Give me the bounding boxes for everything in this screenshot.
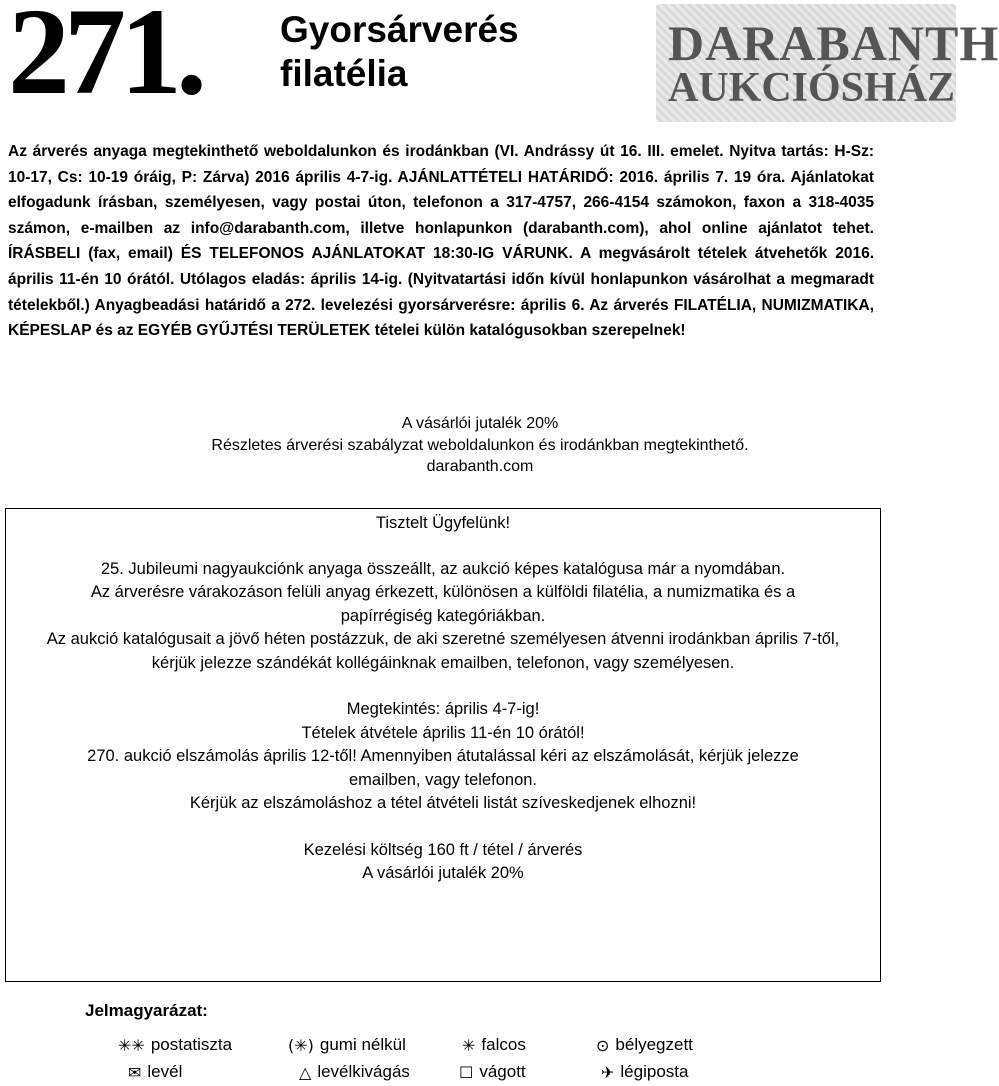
legend-label: levélkivágás xyxy=(317,1062,410,1081)
envelope-icon: ✉ xyxy=(128,1062,142,1082)
notice-fee: Kezelési költség 160 ft / tétel / árverés xyxy=(303,840,583,859)
logo-text-1: DARABANTH xyxy=(668,15,999,71)
notice-request: Kérjük az elszámoláshoz a tétel átvételi listát szíveskedjenek elhozni! xyxy=(189,794,697,812)
notice-viewing: Megtekintés: április 4-7-ig! xyxy=(346,700,540,718)
notice-material: Az árverésre várakozáson felüli anyag érkezett, különösen a külföldi filatélia, a numizmatika és a papírrégiség kategóriákban. xyxy=(90,583,796,625)
auction-number: 271. xyxy=(8,0,201,120)
triangle-icon: △ xyxy=(299,1062,312,1082)
asterisk-icon: ✳ xyxy=(462,1035,476,1055)
legend-item-level xyxy=(128,1062,182,1082)
legend-label: falcos xyxy=(481,1035,526,1054)
commission-info xyxy=(0,413,960,478)
legend-label: légiposta xyxy=(620,1062,689,1081)
legend-label: vágott xyxy=(479,1062,526,1081)
notice-settlement: 270. aukció elszámolás április 12-től! Amennyiben átutalással kéri az elszámolását, kérjük jelezze emailben, vagy telefonon. xyxy=(87,747,799,789)
website-link[interactable]: darabanth.com xyxy=(426,458,534,475)
legend-item-falcos xyxy=(462,1035,526,1055)
airplane-icon: ✈ xyxy=(601,1062,615,1082)
legend-label: levél xyxy=(147,1062,183,1081)
legend-item-legiposta xyxy=(601,1062,688,1082)
page-title xyxy=(280,8,519,96)
notice-jubilee: 25. Jubileumi nagyaukciónk anyaga összeállt, az aukció képes katalógusa már a nyomdában. xyxy=(100,559,786,578)
legend-item-levelkivagas xyxy=(299,1062,410,1082)
commission-rate: A vásárlói jutalék 20% xyxy=(401,415,559,432)
legend-label: bélyegzett xyxy=(615,1035,693,1054)
customer-notice-box xyxy=(5,508,881,982)
legend-label: postatiszta xyxy=(150,1035,233,1054)
notice-pickup: Tételek átvétele április 11-én 10 órától! xyxy=(301,723,585,742)
title-line-1: Gyorsárverés xyxy=(280,9,519,50)
legend-item-vagott xyxy=(459,1062,526,1082)
legend-label: gumi nélkül xyxy=(319,1035,406,1054)
notice-greeting: Tisztelt Ügyfelünk! xyxy=(375,514,511,532)
notice-commission: A vásárlói jutalék 20% xyxy=(362,864,524,882)
bracket-asterisk-icon: (✳) xyxy=(288,1035,314,1055)
notice-catalogue: Az aukció katalógusait a jövő héten postázzuk, de aki szeretné személyesen átvenni irodánkban április 7-től, kérjük jelezze szándékát kollégáinknak emailben, telefonon, vagy személyesen. xyxy=(46,630,840,672)
title-line-2: filatélia xyxy=(280,53,408,94)
logo-text-2: AUKCIÓSHÁZ xyxy=(668,65,956,111)
square-icon: ☐ xyxy=(459,1062,474,1082)
legend-item-postatiszta xyxy=(118,1035,232,1055)
page-header xyxy=(0,0,999,130)
legend-item-belyegzett xyxy=(596,1035,693,1055)
rules-note: Részletes árverési szabályzat weboldalunkon és irodánkban megtekinthető. xyxy=(211,436,749,454)
legend-title: Jelmagyarázat: xyxy=(85,1001,208,1020)
company-logo xyxy=(656,4,999,122)
legend-item-gumi-nelkul xyxy=(288,1035,406,1055)
stamped-circle-icon: ⊙ xyxy=(596,1035,610,1055)
double-asterisk-icon: ✳✳ xyxy=(118,1035,145,1055)
auction-info-paragraph: Az árverés anyaga megtekinthető weboldalunkon és irodánkban (VI. Andrássy út 16. III. emelet. Nyitva tartás: H-Sz: 10-17, Cs: 10-19 óráig, P: Zárva) 2016 április 4-7-ig. AJÁNLATTÉTELI HATÁRIDŐ: 2016. április 7. 19 óra. Ajánlatokat elfogadunk írásban, személyesen, vagy postai úton, telefonon a 317-4757, 266-4154 számokon, faxon a 318-4035 számon, e-mailben az info@darabanth.com, illetve honlapunkon (darabanth.com), ahol online ajánlatot tehet. ÍRÁSBELI (fax, email) ÉS TELEFONOS AJÁNLATOKAT 18:30-IG VÁRUNK. A megvásárolt tételek átvehetők 2016. április 11-én 10 órától. Utólagos eladás: április 14-ig. (Nyitvatartási időn kívül honlapunkon vásárolhat a megmaradt tételekből.) Anyagbeadási határidő a 272. levelezési gyorsárverésre: április 6. Az árverés FILATÉLIA, NUMIZMATIKA, KÉPESLAP és az EGYÉB GYŰJTÉSI TERÜLETEK tételei külön katalógusokban szerepelnek! xyxy=(8,143,874,340)
